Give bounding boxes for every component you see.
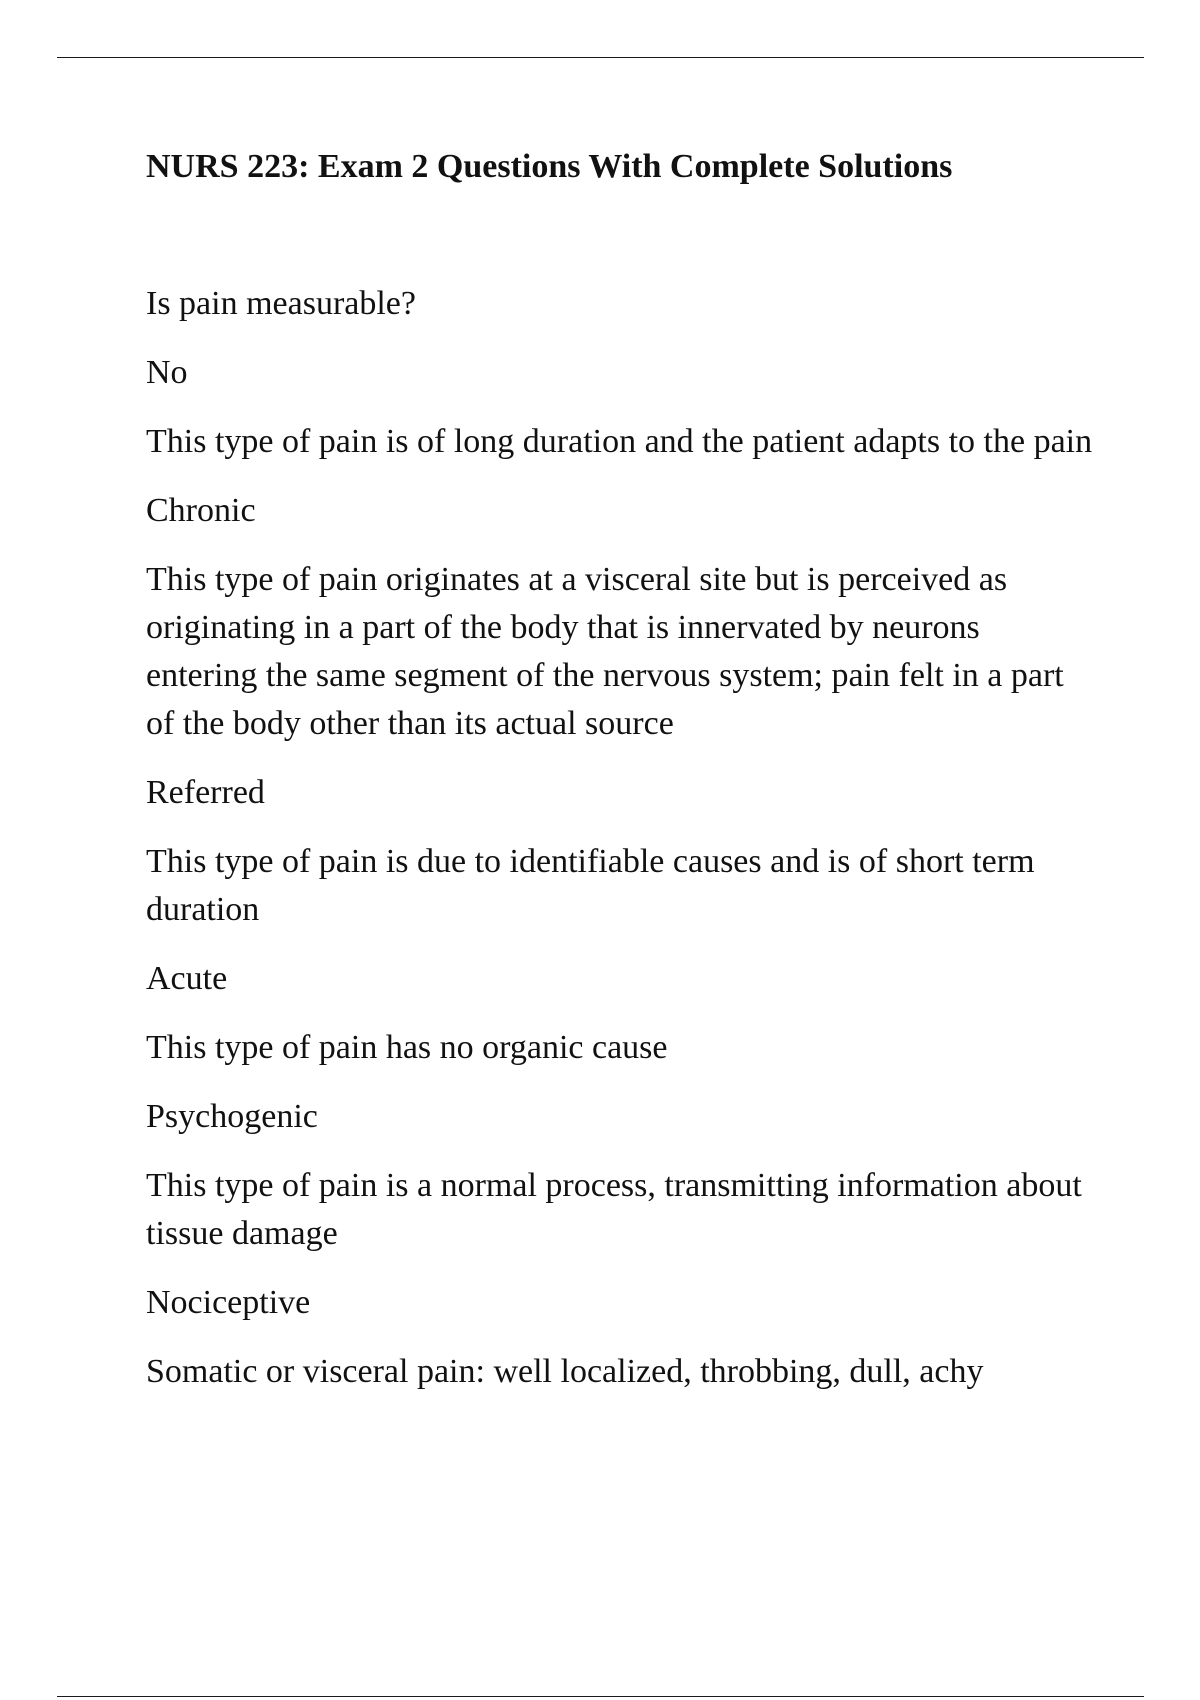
document-title: NURS 223: Exam 2 Questions With Complete Solutions xyxy=(146,148,953,185)
question-text: This type of pain is a normal process, transmitting information about tissue damage xyxy=(146,1167,1082,1252)
document-body xyxy=(146,146,1096,1417)
answer-text: Psychogenic xyxy=(146,1098,318,1135)
question-text: This type of pain is of long duration and the patient adapts to the pain xyxy=(146,423,1093,460)
qa-list xyxy=(146,280,1096,1396)
bottom-divider xyxy=(57,1696,1144,1697)
answer-text: Referred xyxy=(146,774,265,811)
question-text: Is pain measurable? xyxy=(146,285,416,322)
top-divider xyxy=(57,57,1144,58)
question-text: This type of pain has no organic cause xyxy=(146,1029,668,1066)
answer-text: Chronic xyxy=(146,492,256,529)
answer-text: Acute xyxy=(146,960,228,997)
question-text: This type of pain is due to identifiable causes and is of short term duration xyxy=(146,843,1035,928)
question-text: This type of pain originates at a visceral site but is perceived as originating in a part of the body that is innervated by neurons entering the same segment of the nervous system; pain felt in a part of the body other than its actual source xyxy=(146,561,1064,742)
answer-text: No xyxy=(146,354,188,391)
question-text: Somatic or visceral pain: well localized, throbbing, dull, achy xyxy=(146,1353,984,1390)
answer-text: Nociceptive xyxy=(146,1284,311,1321)
